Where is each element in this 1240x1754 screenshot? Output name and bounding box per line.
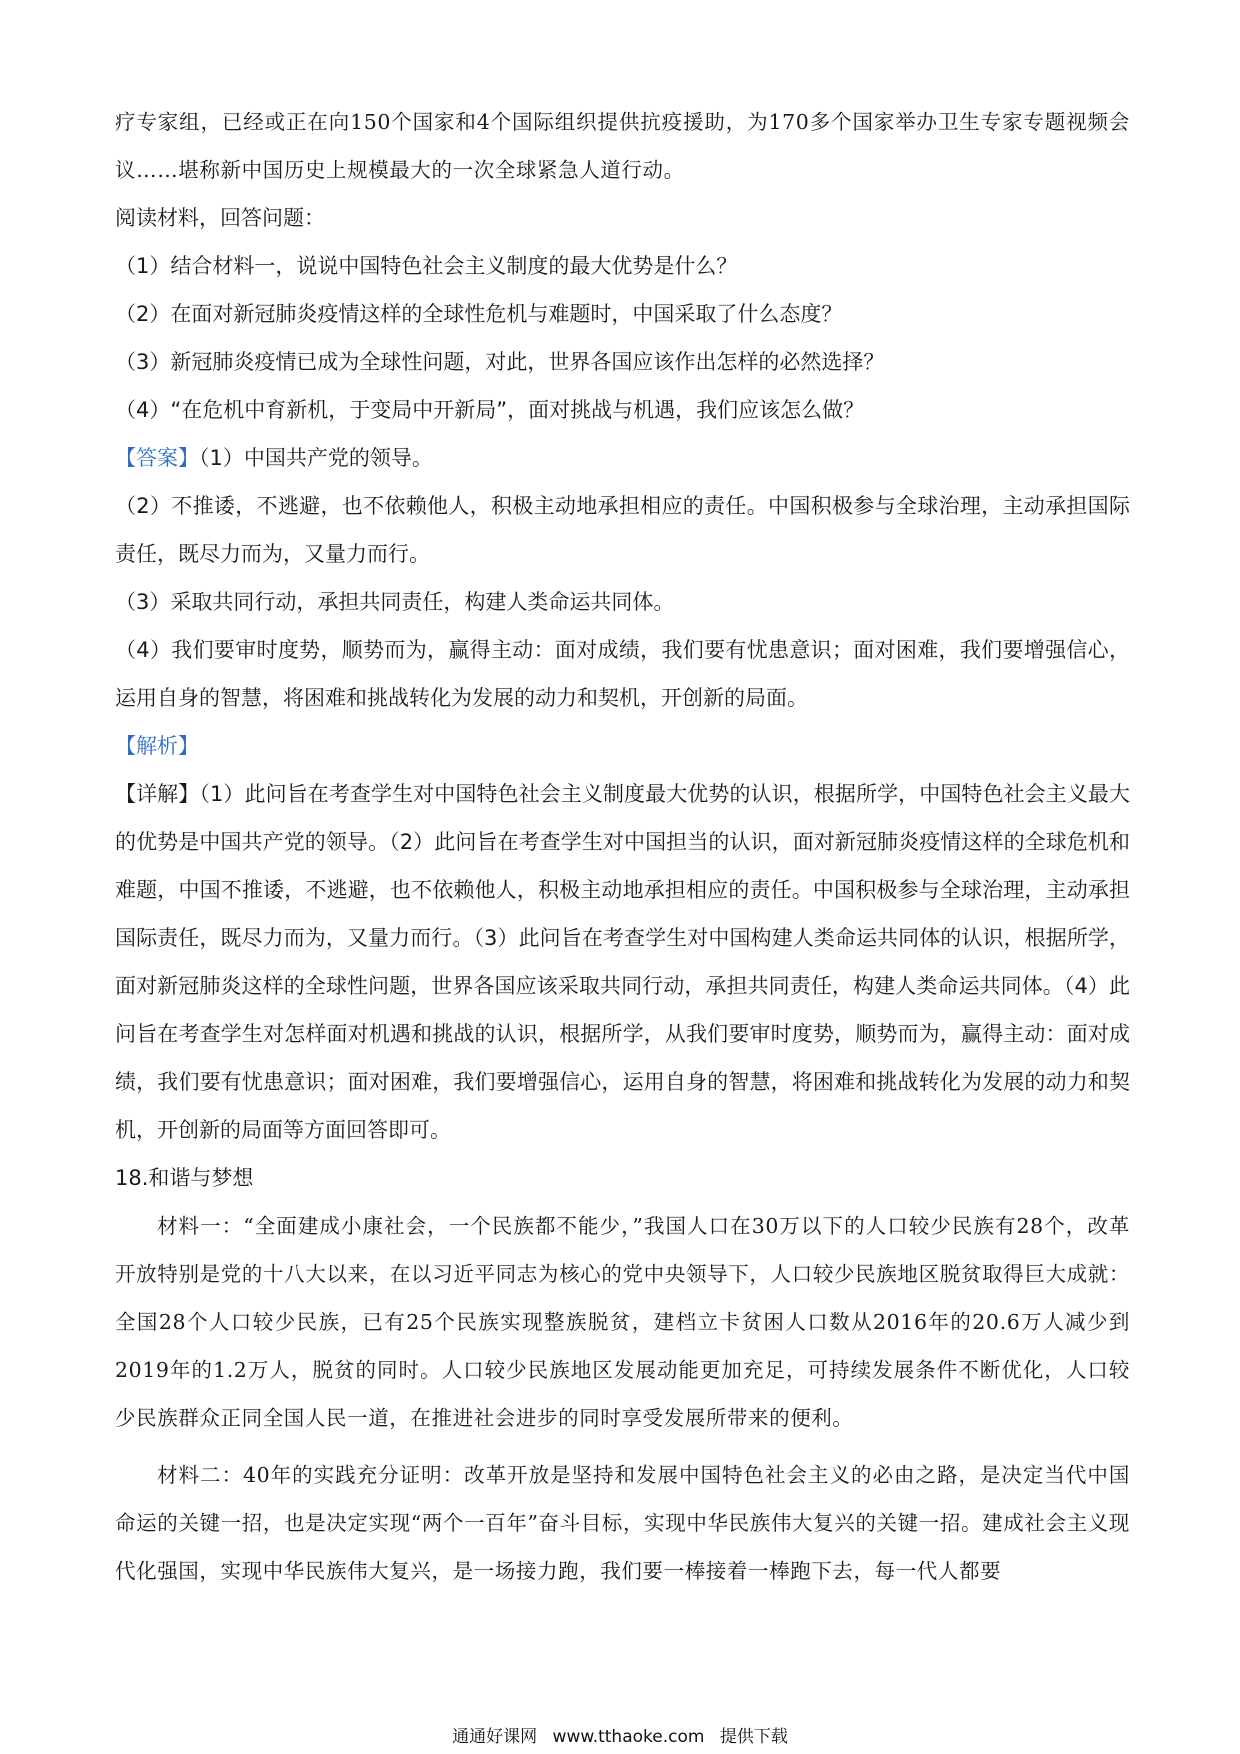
answer-2: （2）不推诿，不逃避，也不依赖他人，积极主动地承担相应的责任。中国积极参与全球治理，主动承担国际责任，既尽力而为，又量力而行。: [115, 494, 1130, 566]
answer-3: （3）采取共同行动，承担共同责任，构建人类命运共同体。: [115, 590, 675, 614]
answer-1: （1）中国共产党的领导。: [199, 446, 433, 470]
analysis-detail: [115, 770, 1130, 1154]
answer-4: （4）我们要审时度势，顺势而为，赢得主动：面对成绩，我们要有忧患意识；面对困难，我们要增强信心，运用自身的智慧，将困难和挑战转化为发展的动力和契机，开创新的局面。: [115, 638, 1130, 710]
detail-text: （1）此问旨在考查学生对中国特色社会主义制度最大优势的认识，根据所学，中国特色社会主义最大的优势是中国共产党的领导。（2）此问旨在考查学生对中国担当的认识，面对新冠肺炎疫情这样的全球危机和难题，中国不推诿，不逃避，也不依赖他人，积极主动地承担相应的责任。中国积极参与全球治理，主动承担国际责任，既尽力而为，又量力而行。（3）此问旨在考查学生对中国构建人类命运共同体的认识，根据所学，面对新冠肺炎这样的全球性问题，世界各国应该采取共同行动，承担共同责任，构建人类命运共同体。（4）此问旨在考查学生对怎样面对机遇和挑战的认识，根据所学，从我们要审时度势，顺势而为，赢得主动：面对成绩，我们要有忧患意识；面对困难，我们要增强信心，运用自身的智慧，将困难和挑战转化为发展的动力和契机，开创新的局面等方面回答即可。: [115, 782, 1131, 1142]
answer-line-1: [115, 434, 1130, 482]
question-3: （3）新冠肺炎疫情已成为全球性问题，对此，世界各国应该作出怎样的必然选择？: [115, 350, 885, 374]
material-one: 材料一：“全面建成小康社会，一个民族都不能少，”我国人口在30万以下的人口较少民族有28个，改革开放特别是党的十八大以来，在以习近平同志为核心的党中央领导下，人口较少民族地区脱贫取得巨大成就：全国28个人口较少民族，已有25个民族实现整族脱贫，建档立卡贫困人口数从2016年的20.6万人减少到2019年的1.2万人，脱贫的同时。人口较少民族地区发展动能更加充足，可持续发展条件不断优化，人口较少民族群众正同全国人民一道，在推进社会进步的同时享受发展所带来的便利。: [115, 1214, 1130, 1430]
material-continued: 疗专家组，已经或正在向150个国家和4个国际组织提供抗疫援助，为170多个国家举办卫生专家专题视频会议……堪称新中国历史上规模最大的一次全球紧急人道行动。: [115, 110, 1130, 182]
page-footer: [0, 1722, 1240, 1747]
question-18-title: 18.和谐与梦想: [115, 1166, 254, 1190]
answer-label: 【答案】: [115, 446, 199, 470]
question-4: （4）“在危机中育新机，于变局中开新局”，面对挑战与机遇，我们应该怎么做？: [115, 398, 865, 422]
question-2: （2）在面对新冠肺炎疫情这样的全球性危机与难题时，中国采取了什么态度？: [115, 302, 843, 326]
footer-site-name: 通通好课网: [452, 1727, 538, 1747]
page-content: [115, 98, 1130, 1595]
question-1: （1）结合材料一，说说中国特色社会主义制度的最大优势是什么？: [115, 254, 738, 278]
footer-note: 提供下载: [719, 1727, 788, 1747]
footer-url[interactable]: www.tthaoke.com: [552, 1727, 705, 1747]
analysis-label: 【解析】: [115, 734, 199, 758]
detail-label: 【详解】: [115, 782, 200, 806]
instruction: 阅读材料，回答问题：: [115, 206, 325, 230]
material-two: 材料二：40年的实践充分证明：改革开放是坚持和发展中国特色社会主义的必由之路，是决定当代中国命运的关键一招，也是决定实现“两个一百年”奋斗目标，实现中华民族伟大复兴的关键一招。建成社会主义现代化强国，实现中华民族伟大复兴，是一场接力跑，我们要一棒接着一棒跑下去，每一代人都要: [115, 1463, 1130, 1583]
